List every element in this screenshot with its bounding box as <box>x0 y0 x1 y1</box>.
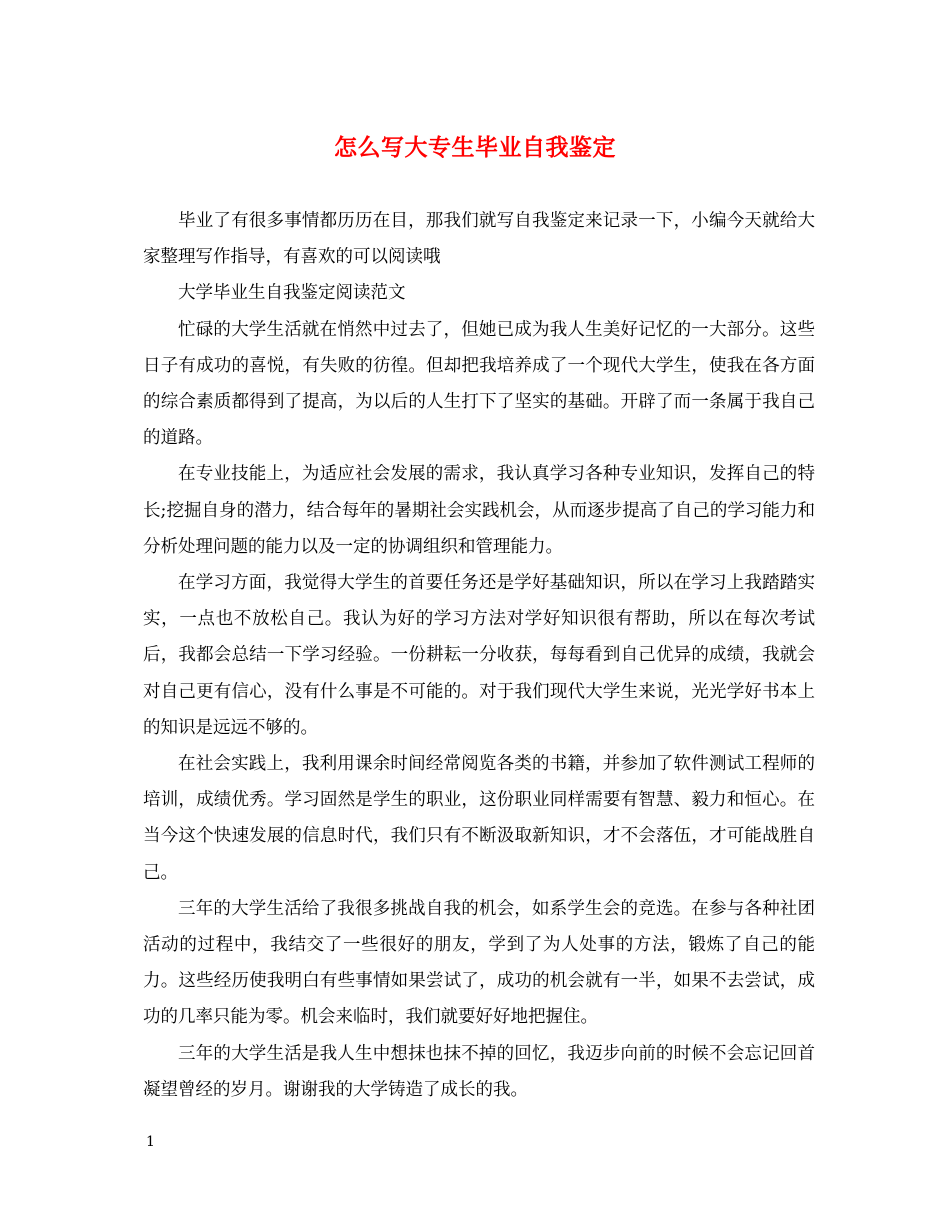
body-paragraph: 在社会实践上，我利用课余时间经常阅览各类的书籍，并参加了软件测试工程师的培训，成绩优秀。学习固然是学生的职业，这份职业同样需要有智慧、毅力和恒心。在当今这个快速发展的信息时代，我们只有不断汲取新知识，才不会落伍，才可能战胜自己。 <box>143 754 815 883</box>
body-paragraph: 在专业技能上，为适应社会发展的需求，我认真学习各种专业知识，发挥自己的特长;挖掘自身的潜力，结合每年的暑期社会实践机会，从而逐步提高了自己的学习能力和分析处理问题的能力以及一定的协调组织和管理能力。 <box>143 464 815 557</box>
body-paragraph: 三年的大学生活是我人生中想抹也抹不掉的回忆，我迈步向前的时候不会忘记回首凝望曾经的岁月。谢谢我的大学铸造了成长的我。 <box>143 1043 815 1100</box>
page-number: 1 <box>146 1134 155 1150</box>
section-heading: 大学毕业生自我鉴定阅读范文 <box>178 283 406 304</box>
document-title: 怎么写大专生毕业自我鉴定 <box>334 134 616 161</box>
body-paragraph: 在学习方面，我觉得大学生的首要任务还是学好基础知识，所以在学习上我踏踏实实，一点也不放松自己。我认为好的学习方法对学好知识很有帮助，所以在每次考试后，我都会总结一下学习经验。一份耕耘一分收获，每每看到自己优异的成绩，我就会对自己更有信心，没有什么事是不可能的。对于我们现代大学生来说，光光学好书本上的知识是远远不够的。 <box>143 573 815 738</box>
document-body <box>143 203 815 1108</box>
body-paragraph: 忙碌的大学生活就在悄然中过去了，但她已成为我人生美好记忆的一大部分。这些日子有成功的喜悦，有失败的彷徨。但却把我培养成了一个现代大学生，使我在各方面的综合素质都得到了提高，为以后的人生打下了坚实的基础。开辟了而一条属于我自己的道路。 <box>143 319 815 449</box>
body-paragraph: 三年的大学生活给了我很多挑战自我的机会，如系学生会的竞选。在参与各种社团活动的过程中，我结交了一些很好的朋友，学到了为人处事的方法，锻炼了自己的能力。这些经历使我明白有些事情如果尝试了，成功的机会就有一半，如果不去尝试，成功的几率只能为零。机会来临时，我们就要好好地把握住。 <box>143 898 815 1028</box>
intro-paragraph: 毕业了有很多事情都历历在目，那我们就写自我鉴定来记录一下，小编今天就给大家整理写作指导，有喜欢的可以阅读哦 <box>143 211 815 268</box>
